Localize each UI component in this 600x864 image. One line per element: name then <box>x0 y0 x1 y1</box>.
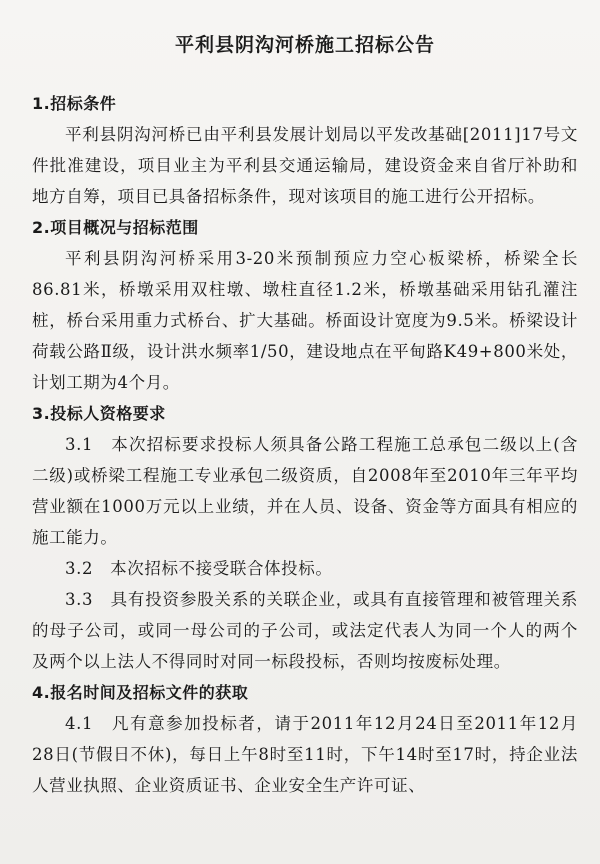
section-project-overview <box>32 212 578 398</box>
section-paragraph: 3.1 本次招标要求投标人须具备公路工程施工总承包二级以上(含二级)或桥梁工程施工专业承包二级资质，自2008年至2010年三年平均营业额在1000万元以上业绩，并在人员、设备、资金等方面具有相应的施工能力。 <box>32 435 578 547</box>
section-paragraph: 3.2 本次招标不接受联合体投标。 <box>65 559 333 578</box>
section-paragraph: 4.1 凡有意参加投标者，请于2011年12月24日至2011年12月28日(节假日不休)，每日上午8时至11时，下午14时至17时，持企业法人营业执照、企业资质证书、企业安全生产许可证、 <box>32 714 578 795</box>
section-heading: 4.报名时间及招标文件的获取 <box>32 683 249 702</box>
section-bidder-qualification <box>32 398 578 677</box>
section-heading: 1.招标条件 <box>32 94 117 113</box>
section-heading: 3.投标人资格要求 <box>32 404 166 423</box>
section-paragraph: 3.3 具有投资参股关系的关联企业，或具有直接管理和被管理关系的母子公司，或同一母公司的子公司，或法定代表人为同一个人的两个及两个以上法人不得同时对同一标段投标，否则均按废标处理。 <box>32 590 578 671</box>
document-title: 平利县阴沟河桥施工招标公告 <box>174 34 435 56</box>
section-bidding-conditions <box>32 88 578 212</box>
section-heading: 2.项目概况与招标范围 <box>32 218 199 237</box>
section-registration <box>32 677 578 801</box>
section-paragraph: 平利县阴沟河桥采用3-20米预制预应力空心板梁桥，桥梁全长86.81米，桥墩采用双柱墩、墩柱直径1.2米，桥墩基础采用钻孔灌注桩，桥台采用重力式桥台、扩大基础。桥面设计宽度为9.5米。桥梁设计荷载公路Ⅱ级，设计洪水频率1/50，建设地点在平甸路K49+800米处，计划工期为4个月。 <box>32 249 578 392</box>
section-paragraph: 平利县阴沟河桥已由平利县发展计划局以平发改基础[2011]17号文件批准建设，项目业主为平利县交通运输局，建设资金来自省厅补助和地方自筹，项目已具备招标条件，现对该项目的施工进行公开招标。 <box>32 125 578 206</box>
